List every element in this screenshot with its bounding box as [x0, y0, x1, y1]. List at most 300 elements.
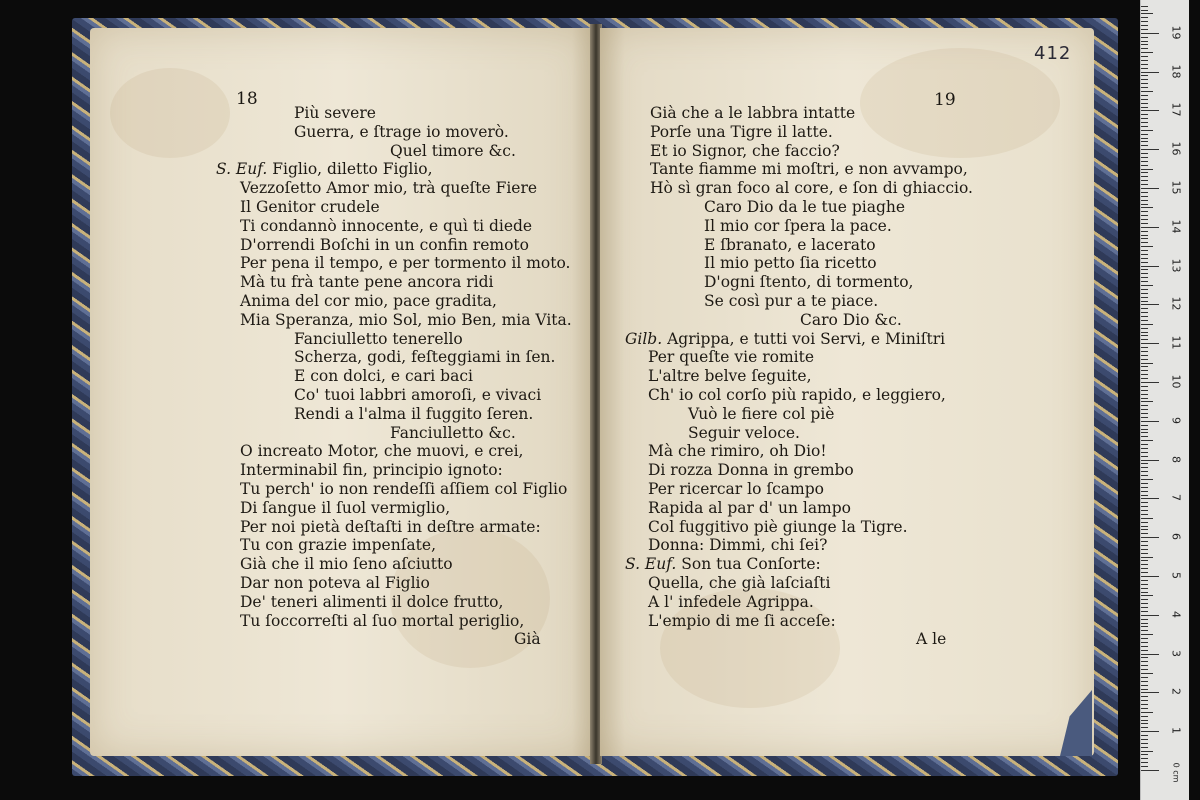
line-text: A l' infedele Agrippa. [648, 592, 814, 611]
ruler-tick [1141, 615, 1159, 616]
ruler-tick [1141, 529, 1148, 530]
ruler-tick [1141, 700, 1148, 701]
ruler-tick [1141, 335, 1148, 336]
text-line [240, 292, 497, 311]
line-text: Mia Speranza, mio Sol, mio Ben, mia Vita. [240, 310, 572, 329]
text-line [648, 442, 827, 461]
ruler-tick [1141, 460, 1159, 461]
ruler-number: 10 [1169, 374, 1183, 389]
ruler-tick [1141, 87, 1148, 88]
line-text: Ch' io col corſo più rapido, e leggiero, [648, 386, 946, 404]
left-page [90, 28, 592, 756]
ruler-tick [1141, 479, 1153, 480]
text-line [648, 612, 836, 631]
ruler-tick [1141, 332, 1148, 333]
page-number-right: 19 [934, 90, 956, 110]
ruler-tick [1141, 242, 1148, 243]
text-line [216, 160, 433, 179]
text-line [650, 123, 833, 142]
ruler-tick [1141, 219, 1148, 220]
ruler-tick [1141, 308, 1148, 309]
ruler-tick [1141, 541, 1148, 542]
ruler-tick [1141, 735, 1148, 736]
ruler-number: 17 [1169, 102, 1183, 117]
text-line [648, 480, 824, 499]
line-text: Mà tu frà tante pene ancora ridi [240, 273, 494, 292]
ruler-tick [1141, 56, 1148, 57]
ruler-tick [1141, 145, 1148, 146]
ruler-tick [1141, 370, 1148, 371]
ruler-tick [1141, 526, 1148, 527]
ruler-tick [1141, 429, 1148, 430]
ruler-tick [1141, 192, 1148, 193]
text-line [648, 367, 812, 386]
ruler-tick [1141, 766, 1148, 767]
line-text: A le [916, 630, 947, 649]
line-text: Seguir veloce. [688, 423, 800, 442]
line-text: Quel timore &c. [390, 141, 516, 160]
ruler-tick [1141, 572, 1148, 573]
line-text: Figlio, diletto Figlio, [272, 160, 433, 179]
ruler-tick [1141, 366, 1148, 367]
ruler-tick [1141, 436, 1148, 437]
ruler-tick [1141, 6, 1148, 7]
line-text: Tante fiamme mi moſtri, e non avvampo, [650, 160, 968, 179]
line-text: Son tua Conſorte: [681, 555, 821, 574]
ruler-tick [1141, 250, 1148, 251]
ruler-tick [1141, 312, 1148, 313]
ruler-tick [1141, 79, 1148, 80]
ruler-tick [1141, 650, 1148, 651]
text-line [240, 254, 570, 273]
ruler-tick [1141, 491, 1148, 492]
ruler-tick [1141, 770, 1159, 771]
line-text: E con dolci, e cari baci [294, 367, 473, 386]
ruler-tick [1141, 343, 1159, 344]
ruler-tick [1141, 130, 1153, 131]
text-line [240, 179, 537, 198]
ruler-tick [1141, 708, 1148, 709]
ruler-tick [1141, 522, 1148, 523]
ruler-tick [1141, 52, 1153, 53]
ruler-tick [1141, 134, 1148, 135]
text-line [704, 273, 913, 292]
ruler-tick [1141, 448, 1148, 449]
line-text: Hò sì gran foco al core, e ſon di ghiaccio. [650, 179, 973, 198]
ruler-tick [1141, 487, 1148, 488]
ruler-tick [1141, 665, 1148, 666]
ruler-tick [1141, 401, 1153, 402]
line-text: Mà che rimiro, oh Dio! [648, 442, 827, 461]
text-line [625, 555, 821, 574]
ruler-tick [1141, 673, 1153, 674]
ruler-tick [1141, 246, 1153, 247]
text-line [625, 330, 945, 349]
ruler-tick [1141, 467, 1148, 468]
ruler-tick [1141, 95, 1148, 96]
ruler-unit-label: 0 cm [1171, 762, 1181, 783]
ruler-tick [1141, 188, 1159, 189]
ruler-tick [1141, 262, 1148, 263]
ruler-tick [1141, 277, 1148, 278]
ruler-number: 4 [1169, 610, 1183, 618]
ruler-tick [1141, 75, 1148, 76]
right-page [600, 28, 1094, 756]
ruler-tick [1141, 514, 1148, 515]
ruler-tick [1141, 266, 1159, 267]
line-text: Per pena il tempo, e per tormento il moto. [240, 254, 571, 273]
ruler-tick [1141, 211, 1148, 212]
text-line [240, 480, 567, 499]
ruler-tick [1141, 223, 1148, 224]
ruler-tick [1141, 29, 1148, 30]
line-text: Fanciulletto &c. [390, 423, 516, 442]
text-line [800, 311, 902, 330]
ruler-tick [1141, 498, 1159, 499]
text-line [916, 630, 946, 649]
ruler-tick [1141, 689, 1148, 690]
text-line [648, 348, 814, 367]
speaker-label: Gilb. [625, 329, 668, 348]
ruler-tick [1141, 118, 1148, 119]
ruler-tick [1141, 471, 1148, 472]
line-text: Il Genitor crudele [240, 198, 380, 216]
line-text: Rapida al par d' un lampo [648, 498, 852, 517]
ruler-tick [1141, 692, 1159, 693]
text-line [240, 593, 503, 612]
line-text: O increato Motor, che muovi, e crei, [240, 442, 524, 461]
line-text: Caro Dio &c. [800, 310, 902, 329]
ruler-tick [1141, 495, 1148, 496]
ruler-tick [1141, 677, 1148, 678]
line-text: Agrippa, e tutti voi Servi, e Miniſtri [667, 329, 946, 348]
ruler-number: 1 [1169, 727, 1183, 735]
ruler-tick [1141, 347, 1148, 348]
text-line [294, 386, 541, 405]
ruler-tick [1141, 603, 1148, 604]
text-line [514, 630, 541, 649]
ruler-tick [1141, 553, 1148, 554]
ruler-tick [1141, 421, 1159, 422]
text-line [294, 367, 473, 386]
ruler-tick [1141, 576, 1159, 577]
ruler-tick [1141, 413, 1148, 414]
text-line [648, 536, 827, 555]
ruler-number: 5 [1169, 572, 1183, 579]
line-text: D'orrendi Boſchi in un confin remoto [240, 235, 529, 254]
text-line [704, 236, 876, 255]
ruler-tick [1141, 382, 1159, 383]
text-line [648, 499, 851, 518]
text-line [294, 330, 463, 349]
ruler-tick [1141, 328, 1148, 329]
ruler-tick [1141, 316, 1148, 317]
ruler-tick [1141, 200, 1148, 201]
speaker-label: S. Euf. [216, 160, 273, 179]
text-line [240, 311, 572, 330]
ruler-tick [1141, 320, 1148, 321]
ruler-tick [1141, 727, 1148, 728]
text-line [240, 236, 529, 255]
line-text: Scherza, godi, feſteggiami in ſen. [294, 348, 556, 367]
text-line [390, 424, 516, 443]
ruler-tick [1141, 33, 1159, 34]
line-text: Il mio petto ſia ricetto [704, 254, 877, 273]
ruler-number: 9 [1169, 416, 1183, 424]
ruler-tick [1141, 510, 1148, 511]
text-line [240, 518, 541, 537]
text-line [650, 142, 840, 161]
ruler-tick [1141, 25, 1148, 26]
ruler-tick [1141, 231, 1148, 232]
ruler-tick [1141, 723, 1148, 724]
line-text: L'altre belve ſeguite, [648, 367, 812, 386]
ruler-tick [1141, 739, 1148, 740]
ruler-tick [1141, 681, 1148, 682]
line-text: Porſe una Tigre il latte. [650, 122, 833, 141]
ruler-tick [1141, 751, 1153, 752]
ruler-tick [1141, 619, 1148, 620]
handwritten-annotation: 412 [1034, 43, 1072, 64]
ruler-tick [1141, 44, 1148, 45]
text-line [650, 104, 855, 123]
ruler-tick [1141, 657, 1148, 658]
ruler-tick [1141, 588, 1148, 589]
ruler-tick [1141, 626, 1148, 627]
ruler-tick [1141, 281, 1148, 282]
ruler-tick [1141, 630, 1148, 631]
text-line [688, 405, 834, 424]
ruler-tick [1141, 557, 1153, 558]
line-text: Interminabil fin, principio ignoto: [240, 461, 503, 480]
text-line [240, 442, 523, 461]
ruler-tick [1141, 196, 1148, 197]
ruler-tick [1141, 743, 1148, 744]
ruler-tick [1141, 235, 1148, 236]
ruler-tick [1141, 685, 1148, 686]
line-text: Rendi a l'alma il fuggito ſeren. [294, 404, 534, 423]
line-text: Di ſangue il ſuol vermiglio, [240, 498, 451, 517]
line-text: L'empio di me ſi acceſe: [648, 611, 836, 630]
ruler-tick [1141, 440, 1153, 441]
ruler-tick [1141, 762, 1148, 763]
line-text: Se così pur a te piace. [704, 292, 879, 310]
ruler-tick [1141, 483, 1148, 484]
ruler-tick [1141, 273, 1148, 274]
ruler-tick [1141, 114, 1148, 115]
ruler-tick [1141, 398, 1148, 399]
ruler-tick [1141, 126, 1148, 127]
line-text: Dar non poteva al Figlio [240, 574, 430, 592]
ruler-tick [1141, 17, 1148, 18]
ruler-tick [1141, 754, 1148, 755]
ruler-number: 19 [1169, 25, 1183, 40]
line-text: Co' tuoi labbri amoroſi, e vivaci [294, 386, 542, 404]
ruler-tick [1141, 304, 1159, 305]
line-text: Già che a le labbra intatte [650, 104, 856, 122]
ruler-tick [1141, 646, 1148, 647]
ruler-tick [1141, 506, 1148, 507]
ruler-number: 6 [1169, 533, 1183, 541]
ruler-tick [1141, 72, 1159, 73]
ruler-number: 15 [1169, 180, 1183, 195]
ruler-tick [1141, 560, 1148, 561]
text-line [704, 198, 905, 217]
ruler-tick [1141, 60, 1148, 61]
ruler-tick [1141, 720, 1148, 721]
ruler-tick [1141, 549, 1148, 550]
ruler-tick [1141, 184, 1148, 185]
ruler-tick [1141, 758, 1148, 759]
ruler-tick [1141, 452, 1148, 453]
ruler-tick [1141, 351, 1148, 352]
ruler-tick [1141, 297, 1148, 298]
ruler-tick [1141, 293, 1148, 294]
ruler-tick [1141, 13, 1153, 14]
ruler-tick [1141, 696, 1148, 697]
ruler-tick [1141, 359, 1148, 360]
text-line [240, 461, 503, 480]
ruler-tick [1141, 41, 1148, 42]
ruler-tick [1141, 712, 1153, 713]
text-line [648, 461, 854, 480]
line-text: E ſbranato, e lacerato [704, 235, 876, 254]
ruler-tick [1141, 48, 1148, 49]
ruler-tick [1141, 355, 1148, 356]
ruler-number: 13 [1169, 258, 1183, 273]
ruler-tick [1141, 378, 1148, 379]
text-line [240, 574, 430, 593]
ruler-tick [1141, 37, 1148, 38]
ruler-tick [1141, 654, 1159, 655]
ruler-tick [1141, 638, 1148, 639]
line-text: Per ricercar lo ſcampo [648, 480, 824, 498]
line-text: De' teneri alimenti il dolce frutto, [240, 592, 504, 611]
text-line [240, 217, 532, 236]
measurement-ruler [1140, 0, 1189, 800]
ruler-tick [1141, 374, 1148, 375]
text-line [240, 273, 494, 292]
ruler-tick [1141, 432, 1148, 433]
ruler-tick [1141, 599, 1148, 600]
text-line [390, 142, 516, 161]
line-text: D'ogni ſtento, di tormento, [704, 273, 914, 292]
text-line [294, 104, 376, 123]
ruler-tick [1141, 83, 1148, 84]
text-line [240, 555, 453, 574]
text-line [704, 254, 877, 273]
line-text: Fanciulletto tenerello [294, 329, 463, 348]
line-text: Tu perch' io non rendeſſi aſſiem col Figlio [240, 480, 568, 498]
text-line [240, 499, 450, 518]
text-line [294, 123, 509, 142]
ruler-tick [1141, 258, 1148, 259]
ruler-number: 7 [1169, 494, 1183, 502]
ruler-tick [1141, 176, 1148, 177]
ruler-tick [1141, 475, 1148, 476]
ruler-number: 11 [1169, 335, 1183, 350]
ruler-tick [1141, 289, 1148, 290]
ruler-tick [1141, 169, 1153, 170]
ruler-tick [1141, 592, 1148, 593]
ruler-tick [1141, 405, 1148, 406]
ruler-number: 8 [1169, 455, 1183, 463]
text-line [648, 386, 946, 405]
text-line [650, 179, 973, 198]
line-text: Di rozza Donna in grembo [648, 461, 854, 480]
ruler-tick [1141, 110, 1159, 111]
ruler-tick [1141, 456, 1148, 457]
line-text: Caro Dio da le tue piaghe [704, 198, 906, 216]
line-text: Più severe [294, 104, 376, 122]
ruler-tick [1141, 122, 1148, 123]
ruler-tick [1141, 153, 1148, 154]
ruler-tick [1141, 161, 1148, 162]
stain [110, 68, 230, 158]
ruler-number: 12 [1169, 296, 1183, 311]
ruler-tick [1141, 731, 1159, 732]
ruler-tick [1141, 107, 1148, 108]
ruler-tick [1141, 227, 1159, 228]
ruler-tick [1141, 545, 1148, 546]
ruler-tick [1141, 99, 1148, 100]
ruler-tick [1141, 661, 1148, 662]
ruler-tick [1141, 704, 1148, 705]
line-text: Tu con grazie impenſate, [240, 536, 437, 555]
text-line [704, 292, 878, 311]
ruler-tick [1141, 149, 1159, 150]
ruler-tick [1141, 409, 1148, 410]
stain [860, 48, 1060, 158]
ruler-tick [1141, 238, 1148, 239]
ruler-tick [1141, 642, 1148, 643]
ruler-tick [1141, 141, 1148, 142]
ruler-tick [1141, 215, 1148, 216]
text-line [240, 612, 524, 631]
ruler-tick [1141, 518, 1153, 519]
ruler-tick [1141, 394, 1148, 395]
ruler-number: 16 [1169, 141, 1183, 156]
ruler-tick [1141, 91, 1153, 92]
ruler-number: 18 [1169, 64, 1183, 79]
line-text: Per queſte vie romite [648, 348, 814, 367]
ruler-tick [1141, 165, 1148, 166]
ruler-tick [1141, 269, 1148, 270]
ruler-tick [1141, 607, 1148, 608]
line-text: Già [514, 630, 541, 649]
text-line [240, 536, 436, 555]
ruler-tick [1141, 339, 1148, 340]
text-line [648, 574, 830, 593]
ruler-tick [1141, 204, 1148, 205]
ruler-tick [1141, 564, 1148, 565]
ruler-tick [1141, 747, 1148, 748]
ruler-tick [1141, 103, 1148, 104]
ruler-tick [1141, 157, 1148, 158]
text-line [704, 217, 892, 236]
text-line [688, 424, 800, 443]
ruler-tick [1141, 580, 1148, 581]
ruler-tick [1141, 254, 1148, 255]
line-text: Donna: Dimmi, chi ſei? [648, 536, 828, 555]
text-line [294, 348, 555, 367]
ruler-tick [1141, 64, 1148, 65]
ruler-tick [1141, 444, 1148, 445]
ruler-tick [1141, 716, 1148, 717]
text-line [650, 160, 968, 179]
text-line [240, 198, 380, 217]
ruler-tick [1141, 10, 1148, 11]
